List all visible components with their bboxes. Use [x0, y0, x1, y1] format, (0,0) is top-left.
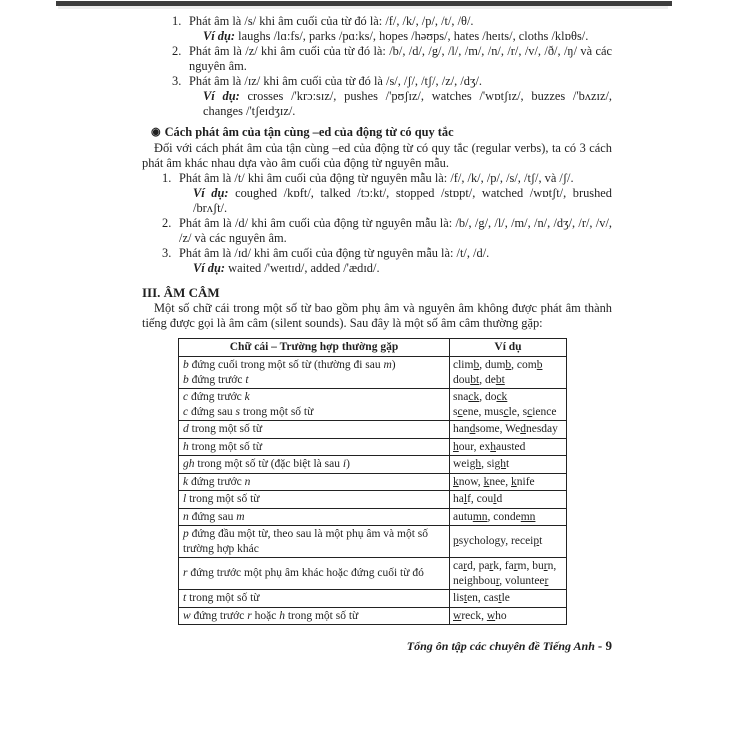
scan-edge-shadow: [58, 6, 668, 9]
example-cell: wreck, who: [450, 607, 567, 625]
example-cell: card, park, farm, burn, neighbour, volunteer: [450, 558, 567, 590]
list-item: [162, 171, 612, 216]
example-cell: snack, dock scene, muscle, science: [450, 389, 567, 421]
item-number: 1.: [162, 171, 172, 185]
ed-heading-text: Cách phát âm của tận cùng –ed của động từ có quy tắc: [164, 125, 454, 139]
item-number: 2.: [162, 216, 172, 230]
item-number: 1.: [172, 14, 182, 28]
example-text: coughed /kɒft/, talked /tɔ:kt/, stopped /stɒpt/, watched /wɒtʃt/, brushed /brʌʃt/.: [193, 186, 612, 215]
example-cell: climb, dumb, comb doubt, debt: [450, 357, 567, 389]
example-cell: handsome, Wednesday: [450, 421, 567, 439]
case-cell: l trong một số từ: [179, 491, 450, 509]
ed-section-heading: [142, 125, 612, 141]
example-cell: listen, castle: [450, 590, 567, 608]
list-item: [172, 14, 612, 44]
case-cell: w đứng trước r hoặc h trong một số từ: [179, 607, 450, 625]
item-number: 3.: [172, 74, 182, 88]
table-row: [179, 526, 567, 558]
case-cell: c đứng trước k c đứng sau s trong một số từ: [179, 389, 450, 421]
item-text-block: [179, 246, 612, 276]
example-label: Ví dụ:: [203, 89, 240, 103]
case-cell: k đứng trước n: [179, 473, 450, 491]
table-row: [179, 438, 567, 456]
item-text: Phát âm là /ɪd/ khi âm cuối của động từ nguyên mẫu là: /t/, /d/.: [179, 246, 490, 260]
silent-letters-table: [178, 338, 567, 625]
silent-section-heading: III. ÂM CÂM: [142, 285, 220, 300]
target-bullet-icon: ◉: [151, 126, 161, 138]
example-label: Ví dụ:: [203, 29, 236, 43]
example-text: waited /'weɪtɪd/, added /'ædɪd/.: [228, 261, 380, 275]
table-row: [179, 508, 567, 526]
item-text: Phát âm là /d/ khi âm cuối của động từ nguyên mẫu là: /b/, /g/, /l/, /m/, /n/, /dʒ/, /r/, /v/, /z/ và các nguyên âm.: [179, 216, 612, 245]
item-text: Phát âm là /s/ khi âm cuối của từ đó là: /f/, /k/, /p/, /t/, /θ/.: [189, 14, 474, 28]
example-cell: half, could: [450, 491, 567, 509]
example-label: Ví dụ:: [193, 261, 226, 275]
example-cell: weigh, sight: [450, 456, 567, 474]
table-row: [179, 558, 567, 590]
example-text: laughs /lɑ:fs/, parks /pɑ:ks/, hopes /həʊps/, hates /heɪts/, cloths /klɒθs/.: [238, 29, 589, 43]
header-case-column: Chữ cái – Trường hợp thường gặp: [179, 339, 450, 357]
list-item: [172, 74, 612, 119]
table-header-row: [179, 339, 567, 357]
example-line: [189, 29, 612, 44]
book-title: Tổng ôn tập các chuyên đề Tiếng Anh: [406, 639, 595, 653]
table-row: [179, 357, 567, 389]
item-text: Phát âm là /z/ khi âm cuối của từ đó là: /b/, /d/, /g/, /l/, /m/, /n/, /r/, /v/, /ð/, /ŋ/ và các nguyên âm.: [189, 44, 612, 73]
example-cell: hour, exhausted: [450, 438, 567, 456]
ed-intro: Đối với cách phát âm của tận cùng –ed của động từ có quy tắc (regular verbs), ta có 3 cách phát âm khác nhau dựa vào âm cuối của động từ nguyên mẫu.: [142, 141, 612, 170]
page-number: - 9: [597, 638, 612, 653]
item-text-block: [179, 171, 612, 216]
example-text: crosses /'krɔ:sɪz/, pushes /'pʊʃɪz/, watches /'wɒtʃɪz/, buzzes /'bʌzɪz/, changes /'tʃeɪdʒɪz/.: [203, 89, 612, 118]
ed-ending-list: [142, 171, 612, 276]
table-row: [179, 389, 567, 421]
example-label: Ví dụ:: [193, 186, 229, 200]
silent-table-body: [179, 357, 567, 625]
list-item: [162, 246, 612, 276]
table-row: [179, 473, 567, 491]
case-cell: gh trong một số từ (đặc biệt là sau i): [179, 456, 450, 474]
silent-intro: Một số chữ cái trong một số từ bao gồm phụ âm và nguyên âm không được phát âm thành tiếng được gọi là âm câm (silent sounds). Sau đây là một số âm câm thường gặp:: [142, 301, 612, 330]
item-number: 3.: [162, 246, 172, 260]
item-text-block: [189, 14, 612, 44]
s-ending-list: [142, 14, 612, 119]
table-row: [179, 590, 567, 608]
example-cell: know, knee, knife: [450, 473, 567, 491]
table-row: [179, 421, 567, 439]
header-example-column: Ví dụ: [450, 339, 567, 357]
table-row: [179, 607, 567, 625]
case-cell: t trong một số từ: [179, 590, 450, 608]
item-text: Phát âm là /t/ khi âm cuối của động từ nguyên mẫu là: /f/, /k/, /p/, /s/, /tʃ/, và /ʃ/.: [179, 171, 574, 185]
example-line: [179, 261, 612, 276]
item-number: 2.: [172, 44, 182, 58]
list-item: [172, 44, 612, 74]
case-cell: n đứng sau m: [179, 508, 450, 526]
page-footer: [142, 638, 612, 654]
case-cell: h trong một số từ: [179, 438, 450, 456]
example-line: [189, 89, 612, 119]
item-text: Phát âm là /ɪz/ khi âm cuối của từ đó là /s/, /ʃ/, /tʃ/, /z/, /dʒ/.: [189, 74, 483, 88]
case-cell: d trong một số từ: [179, 421, 450, 439]
case-cell: p đứng đầu một từ, theo sau là một phụ âm và một số trường hợp khác: [179, 526, 450, 558]
case-cell: r đứng trước một phụ âm khác hoặc đứng cuối từ đó: [179, 558, 450, 590]
table-row: [179, 491, 567, 509]
example-line: [179, 186, 612, 216]
item-text-block: [189, 74, 612, 119]
list-item: [162, 216, 612, 246]
page-content: [142, 14, 612, 654]
example-cell: autumn, condemn: [450, 508, 567, 526]
case-cell: b đứng cuối trong một số từ (thường đi sau m) b đứng trước t: [179, 357, 450, 389]
example-cell: psychology, receipt: [450, 526, 567, 558]
silent-table-head: [179, 339, 567, 357]
table-row: [179, 456, 567, 474]
